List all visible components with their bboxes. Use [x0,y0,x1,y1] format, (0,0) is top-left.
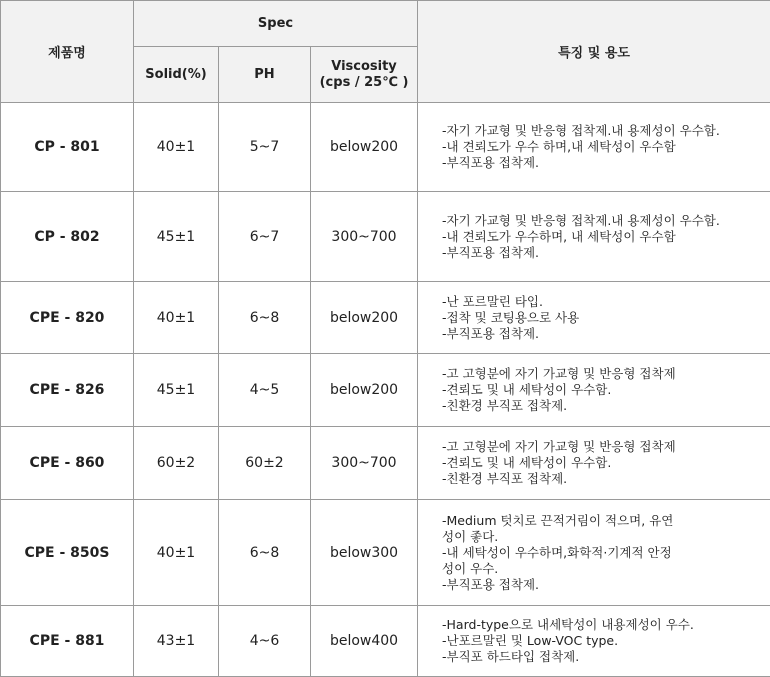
viscosity-value: below200 [311,103,418,192]
header-usage: 특징 및 용도 [418,1,770,103]
usage-line: -견뢰도 및 내 세탁성이 우수함. [442,382,770,398]
ph-value: 6~8 [219,500,311,606]
usage-line: -Hard-type으로 내세탁성이 내용제성이 우수. [442,617,770,633]
usage-line: -고 고형분에 자기 가교형 및 반응형 접착제 [442,439,770,455]
usage-cell [418,606,770,677]
table-row [1,500,770,606]
usage-line: -견뢰도 및 내 세탁성이 우수함. [442,455,770,471]
table-row [1,103,770,192]
product-name: CP - 802 [1,192,134,282]
usage-cell [418,192,770,282]
product-name: CPE - 820 [1,282,134,354]
viscosity-value: below200 [311,354,418,427]
viscosity-value: 300~700 [311,192,418,282]
viscosity-value: below200 [311,282,418,354]
ph-value: 6~8 [219,282,311,354]
header-viscosity-label: Viscosity [311,59,417,75]
header-product-name: 제품명 [1,1,134,103]
header-ph: PH [219,47,311,103]
usage-line: -친환경 부직포 접착제. [442,398,770,414]
solid-value: 40±1 [134,282,219,354]
usage-line: -자기 가교형 및 반응형 접착제.내 용제성이 우수함. [442,213,722,229]
usage-line: -부직포용 접착제. [442,155,770,171]
ph-value: 4~5 [219,354,311,427]
table-row [1,192,770,282]
usage-line: -부직포용 접착제. [442,326,770,342]
ph-value: 5~7 [219,103,311,192]
usage-cell [418,500,770,606]
usage-cell [418,354,770,427]
viscosity-value: 300~700 [311,427,418,500]
solid-value: 40±1 [134,500,219,606]
product-name: CPE - 860 [1,427,134,500]
ph-value: 6~7 [219,192,311,282]
solid-value: 60±2 [134,427,219,500]
table-row [1,282,770,354]
header-viscosity [311,47,418,103]
header-spec: Spec [134,1,418,47]
table-row [1,606,770,677]
usage-line: -친환경 부직포 접착제. [442,471,770,487]
table-row [1,427,770,500]
usage-cell [418,427,770,500]
solid-value: 45±1 [134,192,219,282]
viscosity-value: below300 [311,500,418,606]
usage-line: -부직포 하드타입 접착제. [442,649,770,665]
usage-line: -내 세탁성이 우수하며,화학적·기계적 안정성이 우수. [442,545,682,577]
usage-line: -난포르말린 및 Low-VOC type. [442,633,770,649]
header-solid: Solid(%) [134,47,219,103]
ph-value: 4~6 [219,606,311,677]
product-name: CP - 801 [1,103,134,192]
ph-value: 60±2 [219,427,311,500]
usage-line: -고 고형분에 자기 가교형 및 반응형 접착제 [442,366,770,382]
usage-line: -내 견뢰도가 우수하며, 내 세탁성이 우수함 [442,229,770,245]
usage-cell [418,282,770,354]
solid-value: 43±1 [134,606,219,677]
usage-cell [418,103,770,192]
solid-value: 45±1 [134,354,219,427]
product-name: CPE - 850S [1,500,134,606]
usage-line: -난 포르말린 타입. [442,294,770,310]
product-name: CPE - 881 [1,606,134,677]
solid-value: 40±1 [134,103,219,192]
usage-line: -부직포용 접착제. [442,245,770,261]
product-name: CPE - 826 [1,354,134,427]
header-viscosity-unit: (cps / 25℃ ) [311,75,417,91]
viscosity-value: below400 [311,606,418,677]
usage-line: -Medium 텃치로 끈적거림이 적으며, 유연성이 좋다. [442,513,682,545]
usage-line: -접착 및 코팅용으로 사용 [442,310,770,326]
usage-line: -부직포용 접착제. [442,577,770,593]
usage-line: -자기 가교형 및 반응형 접착제.내 용제성이 우수함. [442,123,722,139]
usage-line: -내 견뢰도가 우수 하며,내 세탁성이 우수함 [442,139,770,155]
table-row [1,354,770,427]
